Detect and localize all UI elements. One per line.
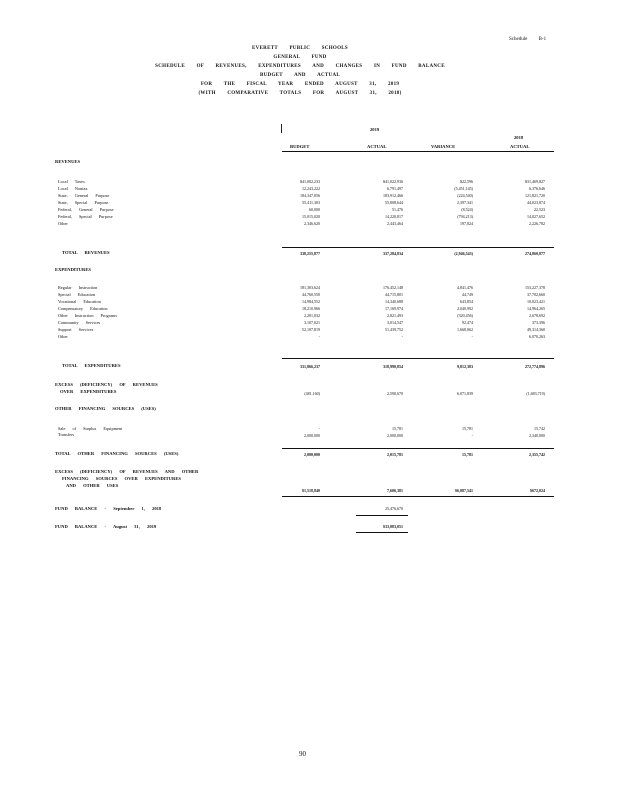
other-sources-heading: OTHER FINANCING SOURCES (USES) xyxy=(55,406,156,411)
cell-variance: 2,040,992 xyxy=(457,306,473,311)
cell-actual: 183,912,466 xyxy=(383,193,403,198)
row-label: Local Nontax xyxy=(58,186,88,191)
cell-prior: 6,376,646 xyxy=(529,186,545,191)
cell-budget: 44,760,550 xyxy=(302,292,320,297)
cell-variance: 1,668,062 xyxy=(457,327,473,332)
row-label: Other xyxy=(58,334,68,339)
cell-prior: 14,964,265 xyxy=(527,306,545,311)
cell-variance: (8,524) xyxy=(461,207,473,212)
excess-all-double-rule xyxy=(282,496,554,497)
revenues-heading: REVENUES xyxy=(55,159,81,164)
cell-budget: 2,346,620 xyxy=(304,221,320,226)
row-label: Federal, Special Purpose xyxy=(58,214,113,219)
cell-prior: $31,469,827 xyxy=(525,179,545,184)
cell-prior: 44,023,874 xyxy=(527,200,545,205)
cell-budget: 52,107,819 xyxy=(302,327,320,332)
cell-prior: 121,821,720 xyxy=(525,193,545,198)
row-label: Transfers xyxy=(58,432,75,437)
fund-balance-end-label: FUND BALANCE - August 31, 2019 xyxy=(55,524,157,529)
cell-budget: 181,303,624 xyxy=(300,285,320,290)
excess-all-budget: $1,518,840 xyxy=(302,488,320,493)
cell-actual: 2,821,493 xyxy=(387,313,403,318)
cell-actual: 55,808,644 xyxy=(385,200,403,205)
cell-actual: 51,476 xyxy=(392,207,403,212)
total-budget: 338,255,877 xyxy=(300,251,320,256)
cell-variance: 44,749 xyxy=(462,292,473,297)
cell-variance: (224,540) xyxy=(457,193,473,198)
cell-budget: 15,015,020 xyxy=(302,214,320,219)
excess-all-variance: $6,087,541 xyxy=(455,488,473,493)
title-fund: GENERAL FUND xyxy=(273,55,327,60)
row-label: Support Services xyxy=(58,327,94,332)
total-revenues-label: TOTAL REVENUES xyxy=(62,250,110,255)
title-budget-actual: BUDGET AND ACTUAL xyxy=(259,73,341,78)
cell-actual: 51,439,752 xyxy=(385,327,403,332)
revenues-total-rule xyxy=(282,247,554,248)
excess-revenues-variance: 6,071,839 xyxy=(457,391,473,396)
total-variance: 9,812,383 xyxy=(457,364,473,369)
excess-revenues-label-1: EXCESS (DEFICIENCY) OF REVENUES xyxy=(55,382,158,387)
cell-variance: 197,824 xyxy=(460,221,473,226)
row-label: State, Special Purpose xyxy=(58,200,109,205)
fund-balance-begin-label: FUND BALANCE - September 1, 2018 xyxy=(55,506,162,511)
title-comparative: (WITH COMPARATIVE TOTALS FOR AUGUST 31, 2018) xyxy=(198,91,402,96)
cell-variance: - xyxy=(471,433,473,438)
cell-variance: 15,781 xyxy=(462,426,473,431)
row-label: Compensatory Education xyxy=(58,306,108,311)
excess-revenues-prior: (1,683,719) xyxy=(526,391,545,396)
cell-budget: 14,984,552 xyxy=(302,299,320,304)
cell-budget: 3,107,021 xyxy=(304,320,320,325)
other-sources-total-rule xyxy=(282,448,554,449)
fund-balance-begin-rule xyxy=(356,515,408,516)
cell-actual: 176,452,148 xyxy=(383,285,403,290)
cell-actual: 14,220,817 xyxy=(385,214,403,219)
total-prior: 272,774,896 xyxy=(525,364,545,369)
schedule-label-text: Schedule xyxy=(509,37,528,42)
header-year-2018: 2018 xyxy=(514,135,524,140)
cell-budget: 2,000,000 xyxy=(304,433,320,438)
page-number: 90 xyxy=(299,750,306,758)
header-budget: BUDGET xyxy=(290,144,310,149)
row-label: Regular Instruction xyxy=(58,285,98,290)
text-cursor xyxy=(281,124,282,133)
schedule-id: B-1 xyxy=(538,37,547,42)
total-prior: 2,355,742 xyxy=(529,452,545,457)
cell-prior: 14,027,652 xyxy=(527,214,545,219)
total-prior: 274,860,877 xyxy=(525,251,545,256)
title-fiscal-year: FOR THE FISCAL YEAR ENDED AUGUST 31, 2019 xyxy=(200,82,400,87)
cell-variance: (5,451,145) xyxy=(454,186,473,191)
fund-balance-end-actual: $33,083,051 xyxy=(383,524,403,529)
cell-prior: 37,702,660 xyxy=(527,292,545,297)
excess-all-label-2: FINANCING SOURCES OVER EXPENDITURES xyxy=(62,476,181,481)
total-budget: 331,866,237 xyxy=(300,364,320,369)
total-other-sources-label: TOTAL OTHER FINANCING SOURCES (USES) xyxy=(55,451,179,456)
cell-actual: $41,022,936 xyxy=(383,179,403,184)
row-label: Vocational Education xyxy=(58,299,101,304)
header-variance: VARIANCE xyxy=(431,144,456,149)
excess-revenues-budget: (481,160) xyxy=(304,391,320,396)
cell-variance: 643,854 xyxy=(460,299,473,304)
cell-variance: - xyxy=(471,334,473,339)
total-actual: 2,015,781 xyxy=(387,452,403,457)
cell-variance: 92,474 xyxy=(462,320,473,325)
cell-actual: 3,014,547 xyxy=(387,320,403,325)
cell-prior: 6,070,263 xyxy=(529,334,545,339)
cell-actual: 15,781 xyxy=(392,426,403,431)
row-label: Other Instruction Programs xyxy=(58,313,118,318)
header-actual-2018: ACTUAL xyxy=(510,144,530,149)
row-label: Federal, General Purpose xyxy=(58,207,114,212)
cell-budget: 184,347,056 xyxy=(300,193,320,198)
total-variance: 15,781 xyxy=(462,452,473,457)
expenditures-heading: EXPENDITURES xyxy=(55,267,91,272)
title-district: EVERETT PUBLIC SCHOOLS xyxy=(252,46,348,51)
cell-prior: 2,678,692 xyxy=(529,313,545,318)
cell-actual: 2,000,000 xyxy=(387,433,403,438)
excess-revenues-label-2: OVER EXPENDITURES xyxy=(60,389,117,394)
cell-actual: 6,791,497 xyxy=(387,186,403,191)
excess-revenues-actual: 2,590,670 xyxy=(387,391,403,396)
cell-budget: 12,243,222 xyxy=(302,186,320,191)
cell-prior: 10,023,421 xyxy=(527,299,545,304)
total-actual: 337,284,834 xyxy=(383,251,403,256)
cell-variance: (794,213) xyxy=(457,214,473,219)
excess-all-prior: $672,024 xyxy=(530,488,545,493)
fund-balance-end-rule xyxy=(356,532,408,533)
header-actual: ACTUAL xyxy=(367,144,387,149)
cell-budget: $41,002,233 xyxy=(300,179,320,184)
expenditures-total-rule xyxy=(282,358,554,359)
cell-prior: 2,340,000 xyxy=(529,433,545,438)
header-rule xyxy=(282,151,554,152)
cell-actual: 44,715,801 xyxy=(385,292,403,297)
row-label: Sale of Surplus Equipment xyxy=(58,426,123,431)
cell-variance: (320,456) xyxy=(457,313,473,318)
schedule-label xyxy=(509,37,546,42)
cell-actual: 14,340,688 xyxy=(385,299,403,304)
total-budget: 2,000,000 xyxy=(304,452,320,457)
total-variance: (2,946,543) xyxy=(454,251,473,256)
row-label: Other xyxy=(58,221,68,226)
cell-prior: 15,742 xyxy=(534,426,545,431)
cell-actual: 2,443,464 xyxy=(387,221,403,226)
cell-budget: 2,201,032 xyxy=(304,313,320,318)
cell-budget: 18,210,966 xyxy=(302,306,320,311)
row-label: Local Taxes xyxy=(58,179,85,184)
cell-prior: 153,227,378 xyxy=(525,285,545,290)
cell-prior: 2,226,782 xyxy=(529,221,545,226)
cell-budget: 60,000 xyxy=(309,207,320,212)
cell-prior: 373,396 xyxy=(532,320,545,325)
total-expenditures-label: TOTAL EXPENDITURES xyxy=(62,363,121,368)
fund-balance-begin-actual: 25,476,670 xyxy=(385,506,403,511)
cell-variance: 2,397,341 xyxy=(457,200,473,205)
cell-variance: $22,596 xyxy=(460,179,473,184)
cell-actual: - xyxy=(401,334,403,339)
row-label: State, General Purpose xyxy=(58,193,110,198)
cell-actual: 17,169,974 xyxy=(385,306,403,311)
cell-budget: 55,411,303 xyxy=(302,200,320,205)
excess-all-label-1: EXCESS (DEFICIENCY) OF REVENUES AND OTHER xyxy=(55,469,199,474)
excess-all-label-3: AND OTHER USES xyxy=(66,483,119,488)
header-year-2019: 2019 xyxy=(370,127,380,132)
cell-variance: 4,841,476 xyxy=(457,285,473,290)
cell-budget: - xyxy=(318,334,320,339)
cell-prior: 22,523 xyxy=(534,207,545,212)
row-label: Community Services xyxy=(58,320,101,325)
total-actual: 318,990,854 xyxy=(383,364,403,369)
title-schedule: SCHEDULE OF REVENUES, EXPENDITURES AND CHANGES IN FUND BALANCE xyxy=(155,64,445,69)
excess-all-actual: 7,606,381 xyxy=(387,488,403,493)
row-label: Special Education xyxy=(58,292,96,297)
cell-prior: 49,314,360 xyxy=(527,327,545,332)
cell-budget: - xyxy=(318,426,320,431)
